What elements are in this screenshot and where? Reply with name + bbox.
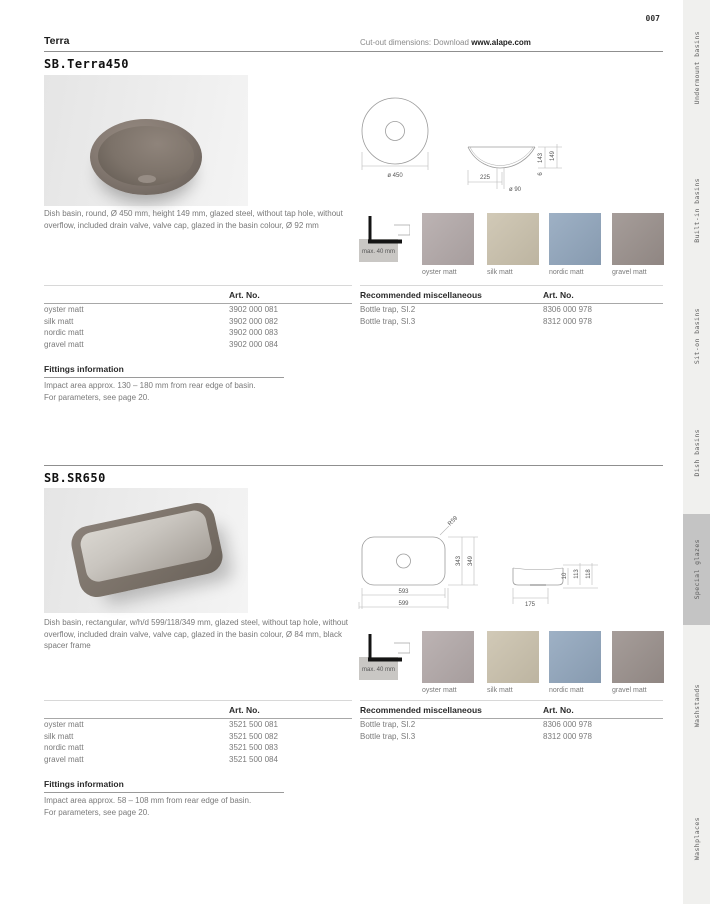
page-number: 007 <box>645 14 660 23</box>
dim-side-width: 175 <box>524 602 536 608</box>
fittings-line: For parameters, see page 20. <box>44 807 150 817</box>
table-row: nordic matt 3902 000 083 <box>44 328 278 338</box>
swatch-gravel-matt <box>612 631 666 694</box>
round-basin-image <box>90 119 202 195</box>
swatch-label: oyster matt <box>422 687 457 694</box>
color-chip <box>487 631 539 683</box>
tab-label: Washstands <box>692 684 701 728</box>
swatch-oyster-matt <box>422 631 476 694</box>
sidebar-tab-built-in-basins[interactable] <box>683 165 710 255</box>
swatch-silk-matt <box>487 213 541 276</box>
dim-h3: 118 <box>586 569 592 579</box>
fittings-rule <box>44 377 284 378</box>
table-row: Bottle trap, SI.2 8306 000 978 <box>360 305 592 315</box>
installation-icon <box>358 630 410 682</box>
product-photo-terra450 <box>44 75 248 206</box>
basin-interior <box>78 508 214 584</box>
product-photo-sr650 <box>44 488 248 613</box>
misc-table-terra450 <box>360 285 663 327</box>
swatch-nordic-matt <box>549 213 603 276</box>
dim-h2: 113 <box>574 569 580 579</box>
sidebar-tab-washstands[interactable] <box>683 670 710 742</box>
color-chip <box>612 213 664 265</box>
category-sidebar <box>683 0 710 904</box>
tech-drawing-terra450 <box>358 92 573 210</box>
dim-h1: 10 <box>562 572 568 580</box>
column-header: Art. No. <box>229 705 260 715</box>
max-thickness-label: max. 40 mm <box>361 249 396 255</box>
header-rule <box>44 51 663 52</box>
table-row: oyster matt 3902 000 081 <box>44 305 278 315</box>
swatch-label: nordic matt <box>549 687 584 694</box>
dim-h-outer: 149 <box>550 150 556 162</box>
swatch-gravel-matt <box>612 213 666 276</box>
section-divider <box>44 465 663 466</box>
table-row: Bottle trap, SI.2 8306 000 978 <box>360 720 592 730</box>
fittings-line: Impact area approx. 130 – 180 mm from rear edge of basin. <box>44 381 256 390</box>
table-row: silk matt 3902 000 082 <box>44 316 278 326</box>
dim-offset: 225 <box>479 175 491 181</box>
fittings-line: For parameters, see page 20. <box>44 392 150 402</box>
tab-label: Dish basins <box>692 429 701 477</box>
dim-radius: R59 <box>447 515 460 528</box>
tab-label: Sit-on basins <box>692 307 701 365</box>
table-row: Bottle trap, SI.3 8312 000 978 <box>360 316 592 326</box>
swatch-label: silk matt <box>487 269 513 276</box>
column-header: Art. No. <box>229 290 260 300</box>
art-no-table-sr650 <box>44 700 352 765</box>
table-row: Bottle trap, SI.3 8312 000 978 <box>360 731 592 741</box>
fittings-rule <box>44 792 284 793</box>
column-header: Recommended miscellaneous <box>360 290 482 300</box>
color-chip <box>549 213 601 265</box>
tab-label: Built-in basins <box>692 177 701 243</box>
tab-label: Undermount basins <box>692 30 701 105</box>
dim-h-inner: 143 <box>538 152 544 164</box>
swatch-label: oyster matt <box>422 269 457 276</box>
sidebar-tab-washplaces[interactable] <box>683 803 710 875</box>
cutout-note <box>360 38 531 47</box>
product-description-terra450: Dish basin, round, Ø 450 mm, height 149 mm, glazed steel, without tap hole, without overflow, included drain valve, valve cap, glazed in the basin colour, Ø 92 mm <box>44 209 343 230</box>
color-chip <box>422 631 474 683</box>
dim-depth-outer: 349 <box>468 555 474 567</box>
fittings-title: Fittings information <box>44 779 124 789</box>
cutout-note-text: Cut-out dimensions: Download <box>360 38 469 47</box>
product-code-sr650: SB.SR650 <box>44 471 106 485</box>
dim-drain: ø 90 <box>509 187 522 193</box>
tab-label: Washplaces <box>692 817 701 861</box>
fittings-title: Fittings information <box>44 364 124 374</box>
column-header: Recommended miscellaneous <box>360 705 482 715</box>
tab-label: Special glazes <box>692 539 701 600</box>
product-code-terra450: SB.Terra450 <box>44 57 129 71</box>
color-chip <box>487 213 539 265</box>
product-description-sr650: Dish basin, rectangular, w/h/d 599/118/349 mm, glazed steel, without tap hole, without overflow, included drain valve, valve cap, glazed in the basin colour, Ø 84 mm, black spacer frame <box>44 618 349 650</box>
swatch-label: gravel matt <box>612 687 647 694</box>
max-thickness-label: max. 40 mm <box>361 667 396 673</box>
table-row: oyster matt 3521 500 081 <box>44 720 278 730</box>
swatch-oyster-matt <box>422 213 476 276</box>
table-row: gravel matt 3902 000 084 <box>44 340 278 350</box>
dim-diameter: ø 450 <box>387 173 403 179</box>
alape-link[interactable]: www.alape.com <box>471 38 531 47</box>
misc-table-sr650 <box>360 700 663 742</box>
color-chip <box>612 631 664 683</box>
fittings-info-terra450 <box>44 364 356 403</box>
dim-depth-inner: 343 <box>456 555 462 567</box>
color-chip <box>549 631 601 683</box>
table-row: nordic matt 3521 500 083 <box>44 743 278 753</box>
rect-basin-image <box>68 500 226 601</box>
valve-cap <box>138 175 156 183</box>
table-row: gravel matt 3521 500 084 <box>44 755 278 765</box>
swatch-label: silk matt <box>487 687 513 694</box>
dim-rim: 6 <box>538 172 544 176</box>
installation-icon <box>358 212 410 264</box>
art-no-table-terra450 <box>44 285 352 350</box>
swatch-silk-matt <box>487 631 541 694</box>
dim-width-inner: 593 <box>398 589 409 595</box>
color-chip <box>422 213 474 265</box>
tech-drawing-sr650 <box>358 512 610 620</box>
fittings-info-sr650 <box>44 779 356 818</box>
fittings-line: Impact area approx. 58 – 108 mm from rear edge of basin. <box>44 796 252 805</box>
sidebar-tab-undermount-basins[interactable] <box>683 20 710 115</box>
page-title: Terra <box>44 35 70 47</box>
swatch-nordic-matt <box>549 631 603 694</box>
sidebar-tab-dish-basins[interactable] <box>683 418 710 488</box>
table-row: silk matt 3521 500 082 <box>44 731 278 741</box>
swatch-label: gravel matt <box>612 269 647 276</box>
sidebar-tab-special-glazes[interactable] <box>683 514 710 625</box>
swatch-label: nordic matt <box>549 269 584 276</box>
dim-width-outer: 599 <box>398 601 409 607</box>
column-header: Art. No. <box>543 705 574 715</box>
column-header: Art. No. <box>543 290 574 300</box>
sidebar-tab-sit-on-basins[interactable] <box>683 295 710 377</box>
